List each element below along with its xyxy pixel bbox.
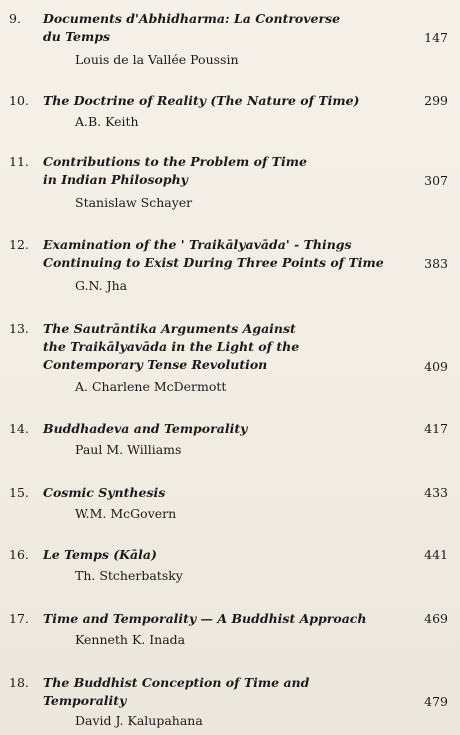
entry-number: 17. (9, 611, 29, 626)
entry-title: Contributions to the Problem of Time in Indian Philosophy (43, 154, 307, 187)
entry-number: 15. (9, 485, 29, 500)
entry-page: 409 (424, 359, 448, 374)
entry-page: 469 (424, 611, 448, 626)
entry-author: A.B. Keith (75, 114, 139, 129)
entry-author: David J. Kalupahana (75, 713, 203, 728)
entry-author: Stanislaw Schayer (75, 195, 193, 210)
entry-title: Examination of the ' Traikālyavāda' - Things Continuing to Exist During Three Points of Time (43, 237, 384, 270)
entry-title: Time and Temporality — A Buddhist Approach (43, 611, 367, 626)
entry-title: Buddhadeva and Temporality (43, 421, 248, 436)
entry-title: Documents d'Abhidharma: La Controverse du Temps (43, 11, 341, 44)
entry-page: 307 (424, 173, 448, 188)
entry-page: 417 (424, 421, 448, 436)
entry-author: Louis de la Vallée Poussin (75, 52, 239, 67)
entry-title: Le Temps (Kāla) (43, 547, 157, 562)
entry-number: 12. (9, 237, 29, 252)
entry-page: 299 (424, 93, 448, 108)
entry-author: W.M. McGovern (75, 506, 177, 521)
entry-title: The Doctrine of Reality (The Nature of Time) (43, 93, 360, 108)
entry-author: Kenneth K. Inada (75, 632, 186, 647)
entry-author: G.N. Jha (75, 278, 128, 293)
entry-number: 10. (9, 93, 29, 108)
entry-number: 18. (9, 675, 29, 690)
entry-number: 13. (9, 321, 29, 336)
entry-author: Paul M. Williams (75, 442, 182, 457)
entry-number: 14. (9, 421, 29, 436)
entry-number: 9. (9, 11, 21, 26)
entry-title: The Buddhist Conception of Time and Temporality (43, 675, 310, 708)
entry-title: The Sautrāntika Arguments Against the Traikālyavāda in the Light of the Contemporary Tense Revolution (43, 321, 300, 372)
entry-page: 147 (424, 30, 448, 45)
entry-title: Cosmic Synthesis (43, 485, 166, 500)
entry-number: 16. (9, 547, 29, 562)
entry-page: 383 (424, 256, 448, 271)
entry-author: A. Charlene McDermott (75, 379, 227, 394)
entry-page: 479 (424, 694, 448, 709)
entry-number: 11. (9, 154, 29, 169)
entry-author: Th. Stcherbatsky (75, 568, 183, 583)
entry-page: 433 (424, 485, 448, 500)
entry-page: 441 (424, 547, 448, 562)
